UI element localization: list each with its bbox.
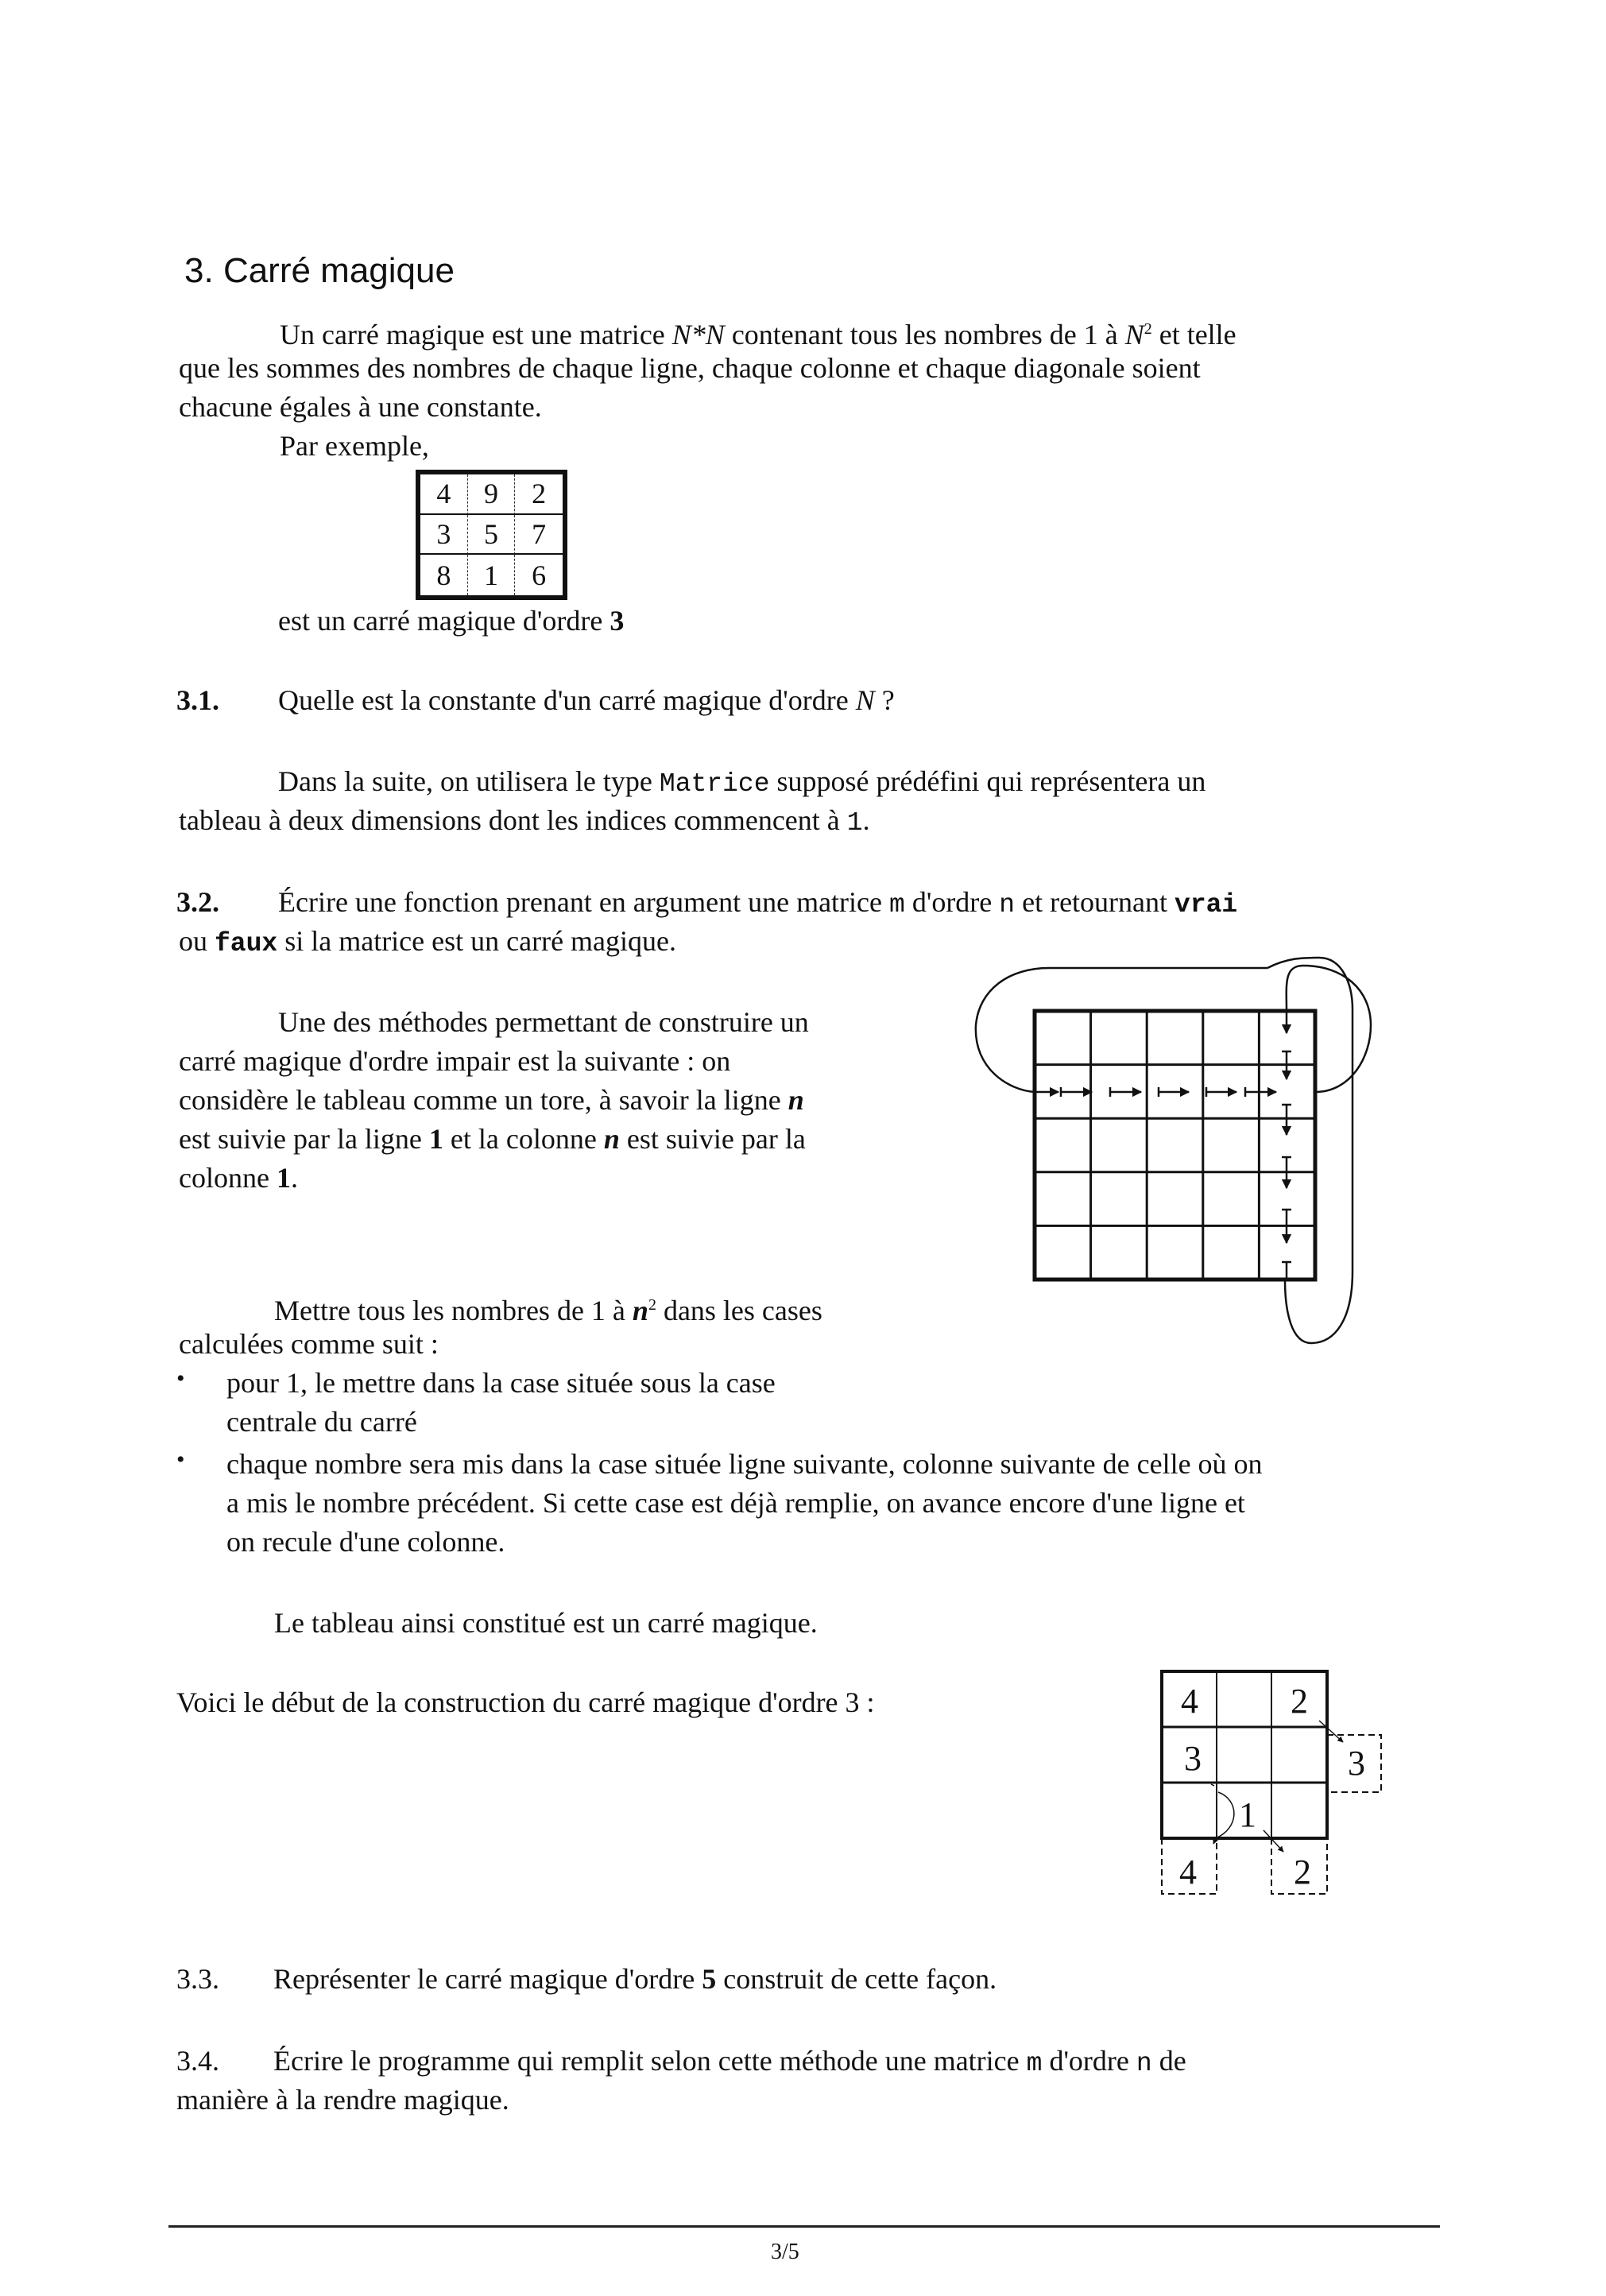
method-line-2: carré magique d'ordre impair est la suivante : on [179,1045,731,1077]
q32-line-2: ou faux si la matrice est un carré magique. [179,925,677,958]
rule-2-line-1: chaque nombre sera mis dans la case située ligne suivante, colonne suivante de celle où on [226,1448,1263,1480]
intro-line-1: Un carré magique est une matrice N*N contenant tous les nombres de 1 à $N^2$ et telle [280,319,1236,350]
q34-line-1: Écrire le programme qui remplit selon cette méthode une matrice m d'ordre n de [273,2045,1186,2078]
square-cell: 4 [420,474,468,515]
section-number: 3. [184,251,214,290]
torus-diagram [954,938,1414,1367]
page-number: 3/5 [771,2240,799,2264]
construction-caption: Voici le début de la construction du carré magique d'ordre 3 : [176,1686,875,1718]
q31-number: 3.1. [176,684,219,716]
square-cell: 3 [420,515,468,556]
example-caption: est un carré magique d'ordre 3 [278,605,625,637]
construction-diagram [1144,1661,1399,1899]
overflow-bottom-right-cell: 2 [1294,1853,1311,1891]
q32-line-1: Écrire une fonction prenant en argument une matrice m d'ordre n et retournant vrai [278,886,1238,920]
rule-1-line-1: pour 1, le mettre dans la case située sous la case [226,1367,776,1399]
row-arrows [1035,1087,1276,1097]
overflow-right-cell: 3 [1348,1744,1365,1783]
rule-2-line-2: a mis le nombre précédent. Si cette case est déjà remplie, on avance encore d'une ligne et [226,1487,1245,1519]
method-line-1: Une des méthodes permettant de construire un [278,1006,809,1038]
construction-cell: 2 [1291,1682,1308,1721]
rule-1-line-2: centrale du carré [226,1406,417,1438]
rules-conclusion: Le tableau ainsi constitué est un carré magique. [274,1607,818,1639]
rules-intro-line-2: calculées comme suit : [179,1328,439,1360]
overflow-bottom-left-cell: 4 [1179,1853,1197,1891]
square-cell: 1 [468,555,516,595]
example-intro: Par exemple, [280,430,429,462]
section-title: Carré magique [223,251,455,290]
construction-cell: 1 [1239,1795,1256,1834]
bullet-icon: • [176,1446,185,1473]
square-cell: 7 [515,515,563,556]
rule-2-line-3: on recule d'une colonne. [226,1526,505,1558]
method-line-5: colonne 1. [179,1162,298,1194]
bullet-icon: • [176,1365,185,1392]
square-cell: 2 [515,474,563,515]
matrice-note-line-2: tableau à deux dimensions dont les indices commencent à 1. [179,804,870,838]
example-magic-square [416,470,567,600]
matrice-note-line-1: Dans la suite, on utilisera le type Matrice supposé prédéfini qui représentera un [278,765,1206,799]
q34-number: 3.4. [176,2045,219,2077]
intro-line-2: que les sommes des nombres de chaque ligne, chaque colonne et chaque diagonale soient [179,352,1201,384]
column-arrows [1282,1011,1291,1280]
q33-text: Représenter le carré magique d'ordre 5 construit de cette façon. [273,1963,997,1995]
construction-cell: 3 [1184,1739,1202,1778]
torus-grid [1035,1011,1315,1280]
section-heading [184,251,455,291]
q34-line-2: manière à la rendre magique. [176,2084,509,2116]
method-line-4: est suivie par la ligne 1 et la colonne n est suivie par la [179,1123,806,1155]
q32-number: 3.2. [176,886,219,918]
footer-rule [168,2225,1440,2228]
method-line-3: considère le tableau comme un tore, à savoir la ligne n [179,1084,804,1116]
q31-text: Quelle est la constante d'un carré magique d'ordre N ? [278,684,895,716]
square-cell: 9 [468,474,516,515]
square-cell: 5 [468,515,516,556]
rules-intro-line-1: Mettre tous les nombres de 1 à $n^2$ dans les cases [274,1295,822,1326]
q33-number: 3.3. [176,1963,219,1995]
construction-cell: 4 [1181,1682,1198,1721]
square-cell: 8 [420,555,468,595]
intro-line-3: chacune égales à une constante. [179,391,542,423]
square-cell: 6 [532,559,547,591]
